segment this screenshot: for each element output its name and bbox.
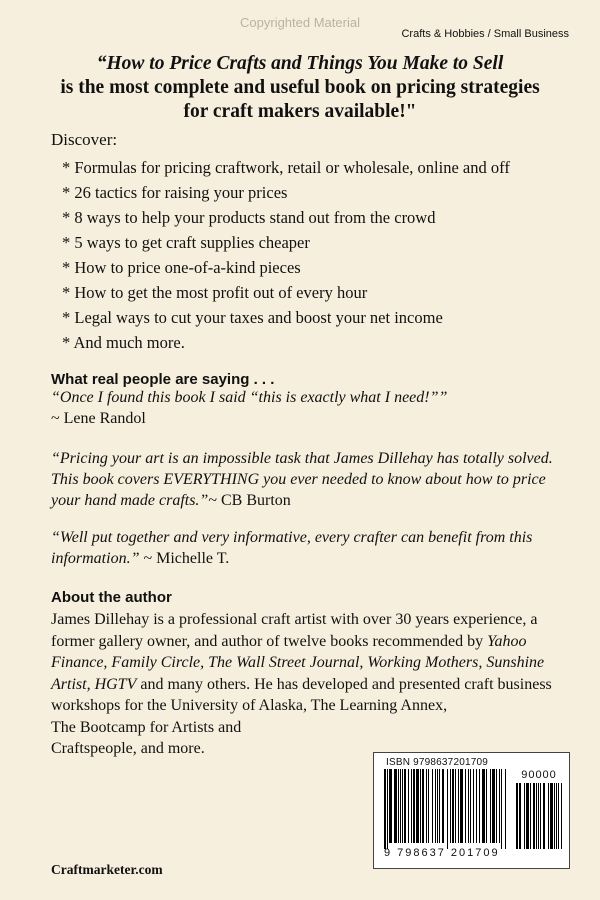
feature-item: * And much more. (62, 333, 185, 352)
barcode-bar (404, 769, 406, 843)
barcode-bar (387, 769, 388, 849)
barcode-bar (432, 769, 433, 843)
feature-item: * 26 tactics for raising your prices (62, 183, 288, 202)
addon-bar (519, 783, 521, 849)
barcode-bar (505, 769, 506, 849)
feature-item: * How to get the most profit out of every hour (62, 283, 368, 302)
feature-item: * 8 ways to help your products stand out from the crowd (62, 208, 436, 227)
barcode-bar (398, 769, 399, 843)
isbn-barcode (373, 752, 570, 869)
barcode-bar (501, 769, 502, 849)
barcode-bar (452, 769, 454, 843)
barcode-bar (428, 769, 429, 843)
addon-bar (526, 783, 529, 849)
discover-label: Discover: (51, 130, 118, 149)
barcode-bar (460, 769, 463, 843)
feature-list (62, 155, 510, 355)
addon-bar (558, 783, 559, 849)
addon-bar (543, 783, 545, 849)
barcode-bar (447, 769, 448, 849)
about-author-heading: About the author (51, 589, 172, 606)
addon-digits: 90000 (521, 769, 557, 781)
barcode-bar (413, 769, 415, 843)
testimonial (51, 527, 571, 569)
barcode-bar (468, 769, 469, 843)
barcode-bar (496, 769, 497, 843)
barcode-bar (437, 769, 438, 843)
barcode-bar (400, 769, 401, 843)
bio-text: and many others. He has developed and presented craft business workshops for the University of Alaska, The Learning Annex, (51, 675, 552, 714)
addon-bar (556, 783, 557, 849)
website-label: Craftmarketer.com (51, 862, 163, 877)
barcode-bar (473, 769, 474, 843)
testimonial-text: “Well put together and very informative, every crafter can benefit from this information.” (51, 529, 533, 567)
testimonial-text: “Pricing your art is an impossible task that James Dillehay has totally solved. This book covers EVERYTHING you ever needed to know about how to price your hand made crafts.” (51, 450, 553, 509)
isbn-label: ISBN 9798637201709 (386, 757, 489, 768)
feature-item: * How to price one-of-a-kind pieces (62, 258, 301, 277)
barcode-bar (416, 769, 419, 843)
testimonial (51, 387, 571, 429)
testimonial-author: ~ Michelle T. (139, 550, 230, 567)
bio-text: Craftspeople, and more. (51, 740, 205, 757)
barcode-bar (455, 769, 456, 843)
testimonial-author: ~ CB Burton (208, 492, 291, 509)
barcode-bar (426, 769, 427, 843)
testimonial-author: ~ Lene Randol (51, 410, 146, 427)
barcode-bar (402, 769, 403, 843)
ean-digits: 9 798637 201709 (384, 847, 500, 859)
testimonials-heading: What real people are saying . . . (51, 371, 275, 388)
barcode-bar (499, 769, 500, 843)
barcode-bar (408, 769, 409, 843)
barcode-bars (384, 769, 562, 849)
barcode-bar (470, 769, 471, 843)
barcode-bar (389, 769, 392, 843)
author-bio (51, 609, 571, 760)
headline (50, 52, 550, 124)
headline-rest: is the most complete and useful book on pricing strategies for craft makers available!" (60, 77, 540, 122)
barcode-bar (442, 769, 444, 843)
barcode-bar (384, 769, 386, 849)
addon-bar (536, 783, 537, 849)
barcode-bar (490, 769, 491, 843)
testimonial (51, 448, 571, 511)
bio-text: James Dillehay is a professional craft artist with over 30 years experience, a former gallery owner, and author of twelve books recommended by (51, 611, 538, 650)
addon-bar (548, 783, 549, 849)
addon-bar (524, 783, 525, 849)
barcode-bar (479, 769, 480, 843)
addon-bar (561, 783, 562, 849)
barcode-bar (420, 769, 421, 843)
barcode-bar (422, 769, 424, 843)
bio-text: The Bootcamp for Artists and (51, 718, 242, 736)
feature-item: * 5 ways to get craft supplies cheaper (62, 233, 310, 252)
barcode-bar (411, 769, 412, 843)
copyright-watermark: Copyrighted Material (240, 15, 360, 30)
bio-publications: Yahoo Finance, Family Circle, The Wall Street Journal, Working Mothers, Sunshine Artist, HGTV (51, 632, 545, 693)
barcode-bar (482, 769, 485, 843)
barcode-bar (394, 769, 397, 843)
addon-bar (533, 783, 535, 849)
book-title: “How to Price Crafts and Things You Make to Sell (96, 53, 504, 74)
barcode-bar (465, 769, 466, 843)
barcode-bar (435, 769, 436, 843)
barcode-bar (458, 769, 459, 843)
barcode-bar (492, 769, 495, 843)
addon-bar (540, 783, 541, 849)
barcode-bar (439, 769, 440, 843)
barcode-bar (450, 769, 451, 843)
addon-bar (516, 783, 518, 849)
addon-bar (550, 783, 553, 849)
addon-bar (554, 783, 555, 849)
barcode-bar (486, 769, 487, 843)
addon-bar (530, 783, 531, 849)
feature-item: * Formulas for pricing craftwork, retail or wholesale, online and off (62, 158, 510, 177)
addon-bar (538, 783, 539, 849)
barcode-bar (476, 769, 477, 843)
testimonial-text: “Once I found this book I said “this is exactly what I need!”” (51, 389, 448, 406)
category-label: Crafts & Hobbies / Small Business (401, 28, 569, 40)
feature-item: * Legal ways to cut your taxes and boost your net income (62, 308, 443, 327)
